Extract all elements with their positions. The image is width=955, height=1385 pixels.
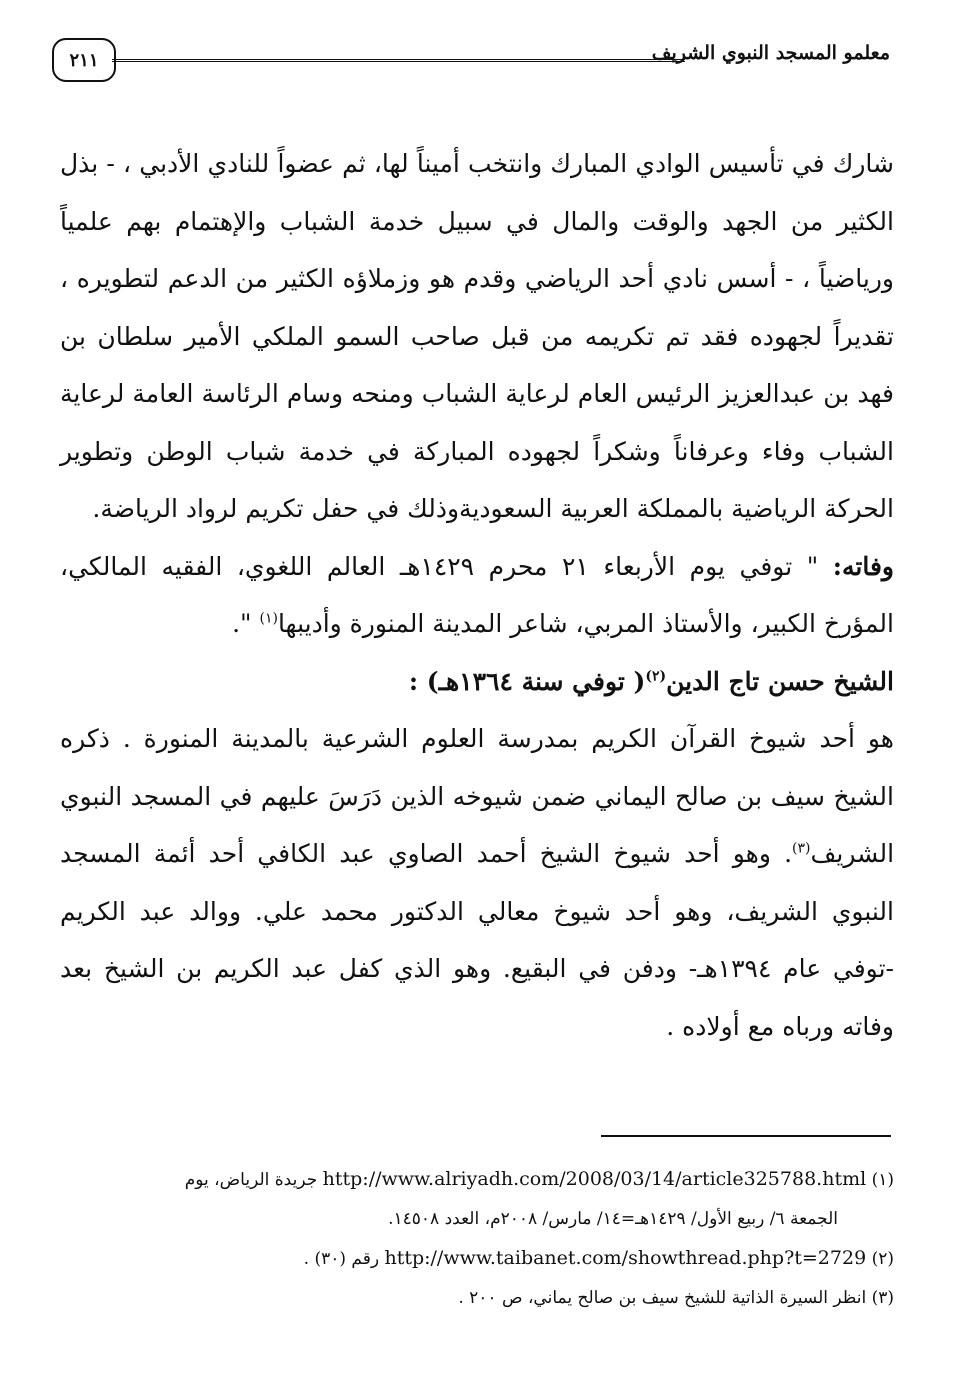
paragraph-1 [60, 135, 894, 538]
footnote-separator [601, 1135, 891, 1137]
section-name: الشيخ حسن تاج الدين [666, 666, 894, 696]
text-line: سيف بن صالح اليماني ضمن شيوخه الذين دَرَسَ عليهم في المسجد النبوي الشريف [60, 781, 895, 868]
text-line: لجهوده فقد تم تكريمه من قبل صاحب السمو الملكي الأمير سلطان بن فهد بن [60, 321, 894, 408]
footnote-text: جريدة الرياض، يوم [184, 1170, 323, 1190]
footnote-2 [60, 1239, 894, 1279]
section-heading [60, 653, 894, 711]
header-rule [112, 59, 685, 62]
footnote-ref-3[interactable]: (٣) [792, 840, 811, 857]
footnote-ref-1[interactable]: (١) [259, 610, 278, 627]
footnote-1-continued: الجمعة ٦/ ربيع الأول/ ١٤٢٩هـ=١٤/ مارس/ ٢٠٠٨م، العدد ١٤٥٠٨. [388, 1209, 838, 1229]
text-line: الكبير، والأستاذ المربي، شاعر المدينة المنورة وأديبها [277, 609, 816, 638]
footnote-1 [60, 1160, 894, 1200]
page-number: ٢١١ [52, 38, 116, 82]
text-line: ". [232, 609, 260, 638]
footnote-2-link[interactable]: http://www.taibanet.com/showthread.php?t=2729 [384, 1247, 867, 1269]
text-line: هو أحد شيوخ القرآن الكريم بمدرسة العلوم الشرعية بالمدينة المنورة . ذكره الشيخ [60, 724, 894, 811]
text-line: " توفي يوم الأربعاء ٢١ محرم ١٤٢٩هـ العالم اللغوي، الفقيه المالكي، المؤرخ [60, 551, 894, 638]
text-line: عبدالعزيز الرئيس العام لرعاية الشباب ومنحه وسام الرئاسة العامة لرعاية الشباب [60, 379, 894, 466]
text-line: بالمملكة العربية السعوديةوذلك في حفل تكريم لرواد الرياضة. [92, 494, 724, 523]
footnotes [60, 1160, 894, 1318]
text-line: الكثير من الجهد والوقت والمال في سبيل خدمة الشباب والإهتمام بهم علمياً ورياضياً ، [60, 206, 894, 293]
death-paragraph [60, 538, 894, 653]
text-line: شارك في تأسيس الوادي المبارك وانتخب أميناً لها، ثم عضواً للنادي الأدبي ، - بذل [60, 149, 894, 178]
text-line: وفاء وعرفاناً وشكراً لجهوده المباركة في خدمة شباب الوطن وتطوير الحركة الرياضية [60, 436, 894, 523]
text-line: - أسس نادي أحد الرياضي وقدم هو وزملاؤه الكثير من الدعم لتطويره ، تقديراً [60, 264, 894, 351]
footnote-number: (١) [871, 1170, 894, 1190]
footnote-number: (٢) [871, 1249, 894, 1269]
text-line: ودفن في البقيع. وهو الذي كفل عبد الكريم بن الشيخ بعد وفاته ورباه مع أولاده . [60, 954, 894, 1041]
paragraph-2 [60, 710, 894, 1055]
text-line: وهو أحد شيوخ الشيخ أحمد الصاوي عبد الكافي أحد أئمة المسجد النبوي الشريف، [60, 839, 894, 926]
death-label: وفاته: [832, 551, 894, 581]
running-title: معلمو المسجد النبوي الشريف [651, 42, 890, 64]
text-line: وهو أحد شيوخ معالي الدكتور محمد علي. ووالد عبد الكريم -توفي عام ١٣٩٤هـ- [60, 896, 894, 983]
footnote-ref-2[interactable]: (٢) [645, 668, 667, 685]
footnote-1-link[interactable]: http://www.alriyadh.com/2008/03/14/article325788.html [322, 1168, 867, 1190]
text-line: . [784, 839, 793, 868]
footnote-text: رقم (٣٠) . [303, 1249, 385, 1269]
main-text [60, 135, 894, 1055]
page-header [52, 38, 890, 90]
section-date: ( توفي سنة ١٣٦٤هـ) : [408, 666, 646, 696]
footnote-3: (٣) انظر السيرة الذاتية للشيخ سيف بن صالح يماني، ص ٢٠٠ . [458, 1288, 894, 1308]
